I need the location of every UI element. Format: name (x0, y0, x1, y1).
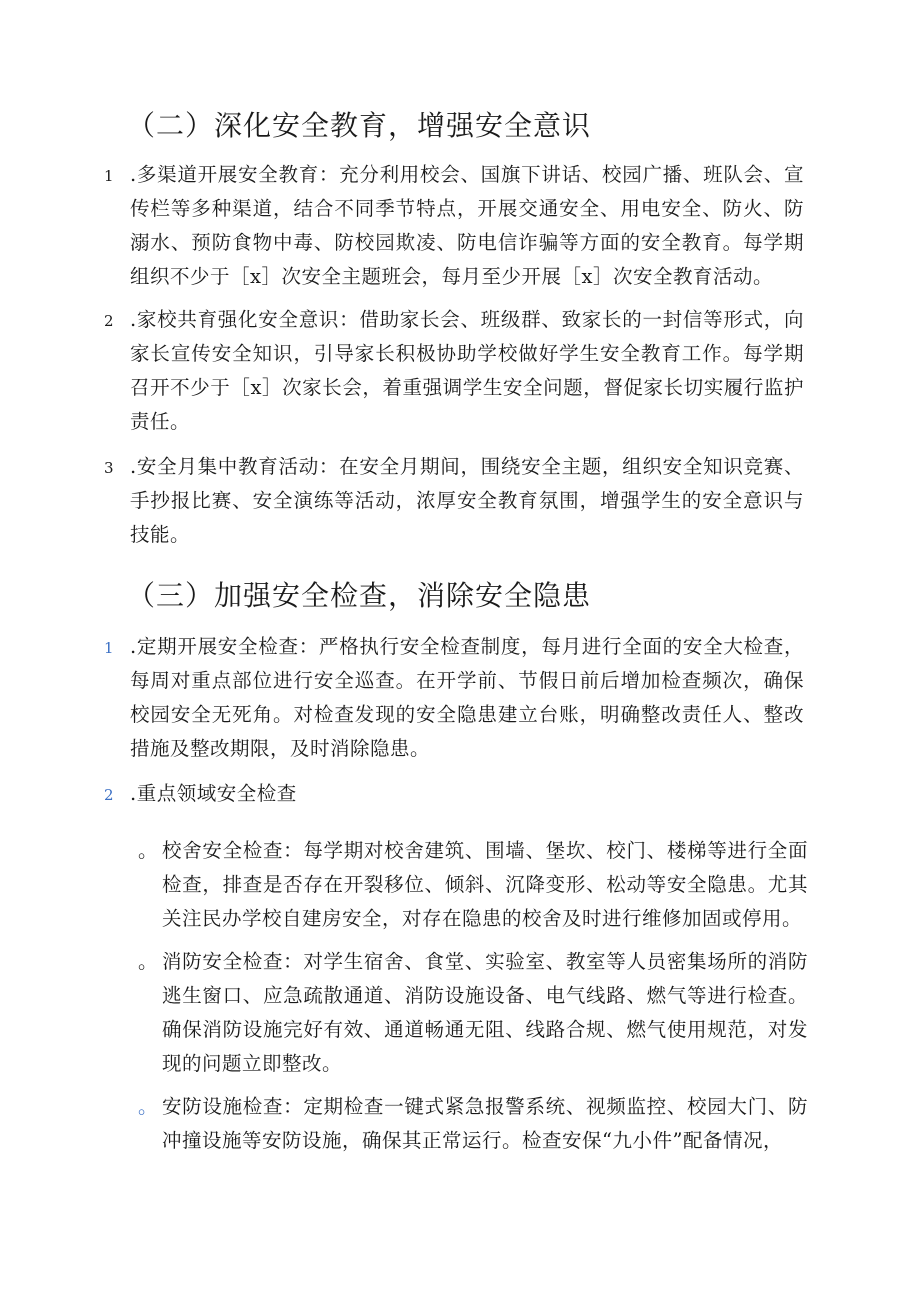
list-item (104, 630, 804, 766)
list-item (104, 777, 804, 811)
sub-item-text: 校舍安全检查：每学期对校舍建筑、围墙、堡坎、校门、楼梯等进行全面检查，排查是否存在开裂移位、倾斜、沉降变形、松动等安全隐患。尤其关注民办学校自建房安全，对存在隐患的校舍及时进行维修加固或停用。 (162, 839, 808, 930)
item-text: .安全月集中教育活动：在安全月期间，围绕安全主题，组织安全知识竞赛、手抄报比赛、安全演练等活动，浓厚安全教育氛围，增强学生的安全意识与技能。 (130, 455, 804, 546)
sub-item-text: 安防设施检查：定期检查一键式紧急报警系统、视频监控、校园大门、防冲撞设施等安防设施，确保其正常运行。检查安保“九小件”配备情况， (162, 1095, 808, 1152)
section-heading-2: （二）深化安全教育，增强安全意识 (127, 109, 592, 142)
list-item (104, 450, 804, 552)
item-number: 1 (104, 167, 114, 185)
sub-item-text: 消防安全检查：对学生宿舍、食堂、实验室、教室等人员密集场所的消防逃生窗口、应急疏散通道、消防设施设备、电气线路、燃气等进行检查。确保消防设施完好有效、通道畅通无阻、线路合规、燃气使用规范，对发现的问题立即整改。 (162, 950, 808, 1075)
sub-list-item (138, 945, 808, 1081)
list-item (104, 303, 804, 439)
sub-list-item (138, 834, 808, 936)
item-text: .定期开展安全检查：严格执行安全检查制度，每月进行全面的安全大检查，每周对重点部位进行安全巡查。在开学前、节假日前后增加检查频次，确保校园安全无死角。对检查发现的安全隐患建立台账，明确整改责任人、整改措施及整改期限，及时消除隐患。 (130, 635, 804, 760)
item-number: 2 (104, 312, 114, 330)
item-number: 3 (104, 459, 114, 477)
item-text: .家校共育强化安全意识：借助家长会、班级群、致家长的一封信等形式，向家长宣传安全知识，引导家长积极协助学校做好学生安全教育工作。每学期召开不少于［x］次家长会，着重强调学生安全问题，督促家长切实履行监护责任。 (130, 308, 804, 433)
list-item (104, 158, 804, 294)
section-heading-3: （三）加强安全检查，消除安全隐患 (127, 579, 592, 612)
item-number: 1 (104, 639, 114, 657)
bullet-icon: 。 (138, 950, 158, 973)
item-text: .重点领域安全检查 (130, 782, 297, 805)
item-number: 2 (104, 786, 114, 804)
bullet-icon: 。 (138, 839, 158, 862)
item-text: .多渠道开展安全教育：充分利用校会、国旗下讲话、校园广播、班队会、宣传栏等多种渠道，结合不同季节特点，开展交通安全、用电安全、防火、防溺水、预防食物中毒、防校园欺凌、防电信诈骗等方面的安全教育。每学期组织不少于［x］次安全主题班会，每月至少开展［x］次安全教育活动。 (130, 163, 804, 288)
bullet-icon: 。 (138, 1095, 158, 1118)
sub-list-item (138, 1090, 808, 1158)
